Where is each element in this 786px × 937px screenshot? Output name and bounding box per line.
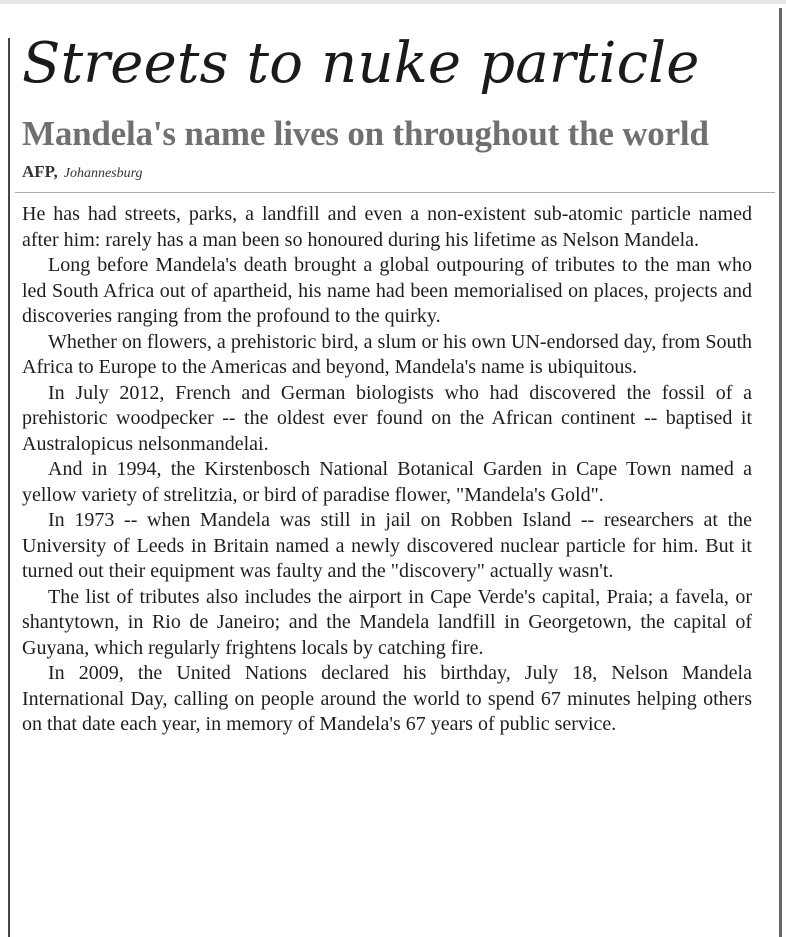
paragraph-2: Long before Mandela's death brought a global outpouring of tributes to the man who led South Africa out of apartheid, his name had been memorialised on places, projects and discoveries ranging from the profound to the quirky. <box>22 254 752 327</box>
byline <box>22 160 143 186</box>
right-column-rule <box>779 8 782 937</box>
paragraph-6: In 1973 -- when Mandela was still in jail on Robben Island -- researchers at the University of Leeds in Britain named a newly discovered nuclear particle for him. But it turned out their equipment was faulty and the "discovery" actually wasn't. <box>22 509 752 582</box>
paragraph-7: The list of tributes also includes the airport in Cape Verde's capital, Praia; a favela, or shantytown, in Rio de Janeiro; and the Mandela landfill in Georgetown, the capital of Guyana, which regularly frightens locals by catching fire. <box>22 585 752 659</box>
paragraph-4: In July 2012, French and German biologists who had discovered the fossil of a prehistoric woodpecker -- the oldest ever found on the African continent -- baptised it Australopicus nelsonmandelai. <box>22 381 752 455</box>
left-column-rule <box>8 38 10 937</box>
byline-divider <box>15 192 775 193</box>
article-body <box>22 202 752 738</box>
subheadline: Mandela's name lives on throughout the world <box>22 114 709 153</box>
paragraph-5: And in 1994, the Kirstenbosch National Botanical Garden in Cape Town named a yellow variety of strelitzia, or bird of paradise flower, "Mandela's Gold". <box>22 458 752 506</box>
byline-location: Johannesburg <box>63 166 143 181</box>
byline-agency: AFP, <box>22 162 58 181</box>
headline: Streets to nuke particle <box>22 31 700 96</box>
paragraph-8: In 2009, the United Nations declared his birthday, July 18, Nelson Mandela International Day, calling on people around the world to spend 67 minutes helping others on that date each year, in memory of Mandela's 67 years of public service. <box>22 662 752 735</box>
paragraph-1: He has had streets, parks, a landfill and even a non-existent sub-atomic particle named after him: rarely has a man been so honoured during his lifetime as Nelson Mandela. <box>22 203 752 251</box>
paragraph-3: Whether on flowers, a prehistoric bird, a slum or his own UN-endorsed day, from South Africa to Europe to the Americas and beyond, Mandela's name is ubiquitous. <box>22 330 752 378</box>
top-page-edge <box>0 0 786 4</box>
